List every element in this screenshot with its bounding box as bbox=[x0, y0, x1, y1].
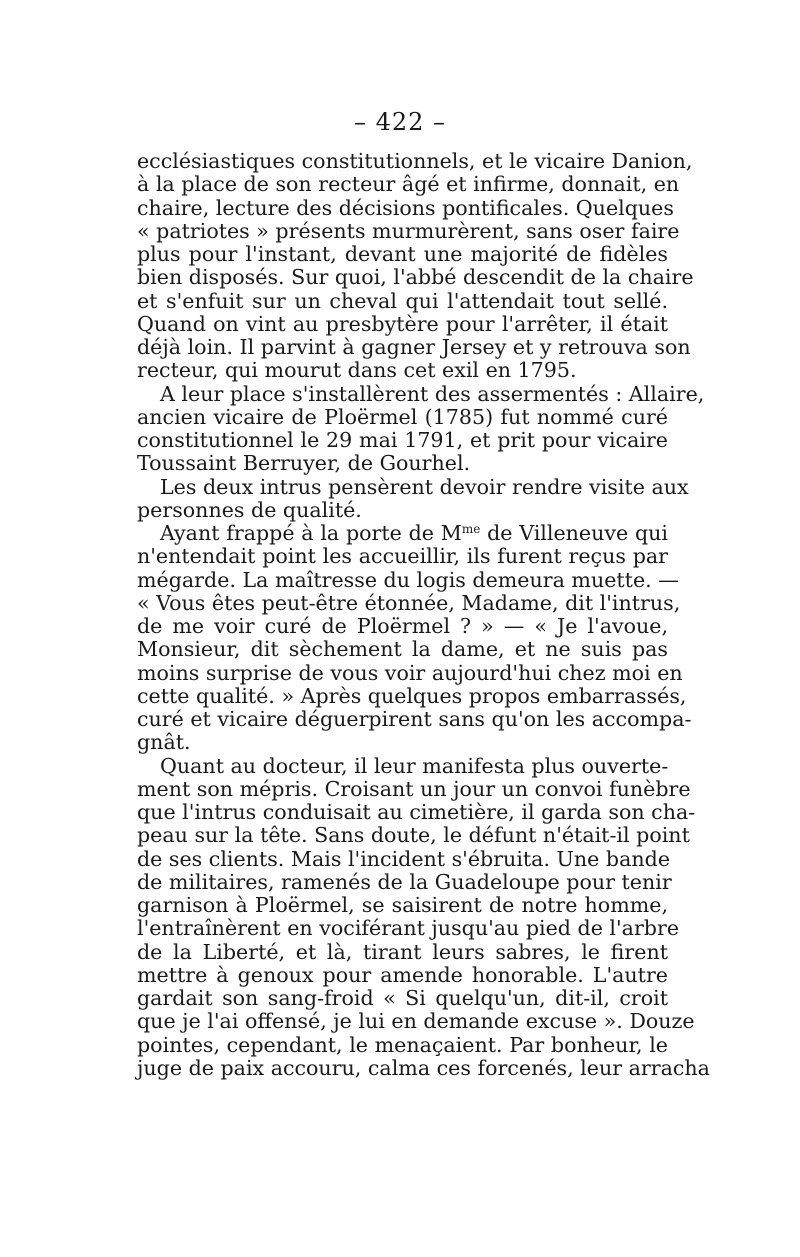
text-line bbox=[137, 522, 668, 545]
text-line: Les deux intrus pensèrent devoir rendre visite aux bbox=[160, 474, 689, 499]
text-line: gardait son sang-froid « Si quelqu'un, dit-il, croit bbox=[137, 986, 668, 1010]
text-line: que je l'ai offensé, je lui en demande excuse ». Douze bbox=[137, 1009, 695, 1034]
text-line: garnison à Ploërmel, se saisirent de notre homme, bbox=[137, 893, 668, 917]
text-line: personnes de qualité. bbox=[137, 497, 362, 522]
text-line: Toussaint Berruyer, de Gourhel. bbox=[137, 451, 471, 476]
text-line: n'entendait point les accueillir, ils furent reçus par bbox=[137, 544, 668, 569]
text-line: l'entraînèrent en vociférant jusqu'au pied de l'arbre bbox=[137, 916, 680, 941]
text-segment: de Villeneuve qui bbox=[480, 521, 668, 545]
page-number: – 422 – bbox=[353, 108, 447, 136]
text-line: gnât. bbox=[137, 730, 191, 755]
text-line: « Vous êtes peut-être étonnée, Madame, dit l'intrus, bbox=[137, 590, 681, 615]
text-line: ment son mépris. Croisant un jour un convoi funèbre bbox=[137, 776, 691, 801]
text-line: cette qualité. » Après quelques propos embarrassés, bbox=[137, 683, 687, 708]
text-line: constitutionnel le 29 mai 1791, et prit pour vicaire bbox=[137, 428, 668, 452]
text-line: bien disposés. Sur quoi, l'abbé descendit de la chaire bbox=[137, 265, 694, 290]
text-line: recteur, qui mourut dans cet exil en 1795. bbox=[137, 358, 577, 383]
superscript: me bbox=[461, 522, 481, 536]
text-line: de militaires, ramenés de la Guadeloupe pour tenir bbox=[137, 869, 672, 894]
text-line: A leur place s'installèrent des assermentés : Allaire, bbox=[160, 381, 705, 406]
text-line: ecclésiastiques constitutionnels, et le vicaire Danion, bbox=[137, 149, 693, 173]
text-line: déjà loin. Il parvint à gagner Jersey et y retrouva son bbox=[137, 335, 691, 359]
text-line: à la place de son recteur âgé et infirme, donnait, en bbox=[137, 172, 680, 197]
text-line: curé et vicaire déguerpirent sans qu'on les accompa- bbox=[137, 707, 692, 731]
text-line: chaire, lecture des décisions pontificales. Quelques bbox=[137, 195, 674, 220]
text-line: mégarde. La maîtresse du logis demeura muette. — bbox=[137, 567, 679, 592]
text-line: de la Liberté, et là, tirant leurs sabres, le firent bbox=[137, 939, 668, 964]
text-line: ancien vicaire de Ploërmel (1785) fut nommé curé bbox=[137, 404, 668, 429]
text-line: peau sur la tête. Sans doute, le défunt n'était-il point bbox=[137, 823, 690, 848]
text-line: Quand on vint au presbytère pour l'arrêter, il était bbox=[137, 311, 668, 336]
text-line: plus pour l'instant, devant une majorité de fidèles bbox=[137, 242, 668, 266]
text-line: de me voir curé de Ploërmel ? » — « Je l'avoue, bbox=[137, 614, 668, 638]
text-segment: Ayant frappé à la porte de M bbox=[160, 521, 462, 545]
text-line: Monsieur, dit sèchement la dame, et ne suis pas bbox=[137, 637, 668, 662]
text-line: moins surprise de vous voir aujourd'hui chez moi en bbox=[137, 660, 683, 685]
text-line: que l'intrus conduisait au cimetière, il garda son cha- bbox=[137, 800, 696, 824]
text-line: pointes, cependant, le menaçaient. Par bonheur, le bbox=[137, 1032, 668, 1057]
text-line: mettre à genoux pour amende honorable. L'autre bbox=[137, 962, 668, 987]
text-line: « patriotes » présents murmurèrent, sans oser faire bbox=[137, 218, 680, 243]
text-line: de ses clients. Mais l'incident s'ébruita. Une bande bbox=[137, 846, 671, 871]
body-text bbox=[137, 149, 710, 1080]
text-line: Quant au docteur, il leur manifesta plus ouverte- bbox=[160, 753, 669, 778]
text-line: et s'enfuit sur un cheval qui l'attendait tout sellé. bbox=[137, 288, 668, 313]
text-line: juge de paix accouru, calma ces forcenés, leur arracha bbox=[137, 1055, 710, 1080]
